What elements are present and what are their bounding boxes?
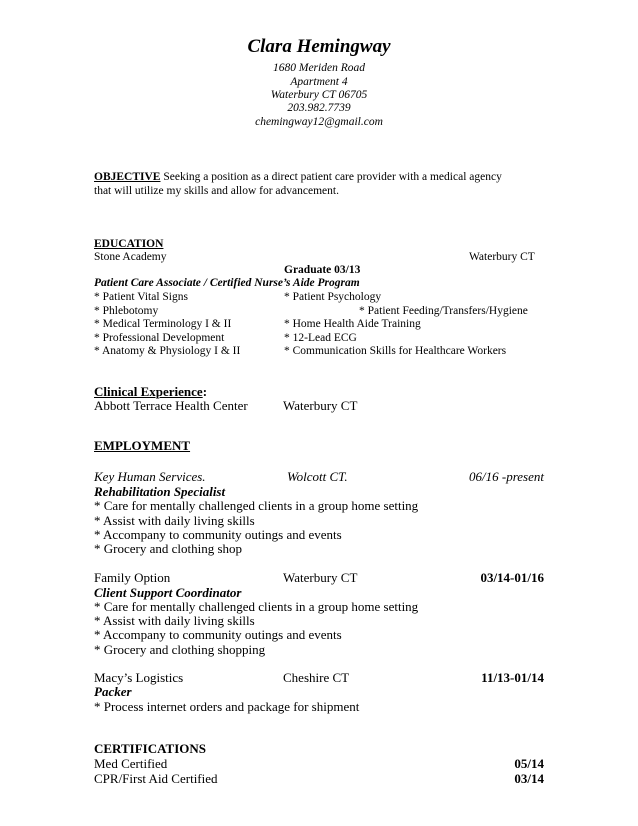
skill-item: * Home Health Aide Training bbox=[284, 318, 421, 330]
skill-item: * Medical Terminology I & II bbox=[94, 318, 232, 330]
certification-name: Med Certified bbox=[94, 756, 168, 771]
job-location: Cheshire CT bbox=[283, 670, 350, 685]
job-duty: * Assist with daily living skills bbox=[94, 513, 255, 528]
job-duty: * Process internet orders and package for shipment bbox=[94, 699, 360, 714]
school-location: Waterbury CT bbox=[469, 251, 535, 263]
job-dates: 03/14-01/16 bbox=[480, 570, 544, 585]
job-duty: * Care for mentally challenged clients in a group home setting bbox=[94, 599, 419, 614]
job-duty: * Assist with daily living skills bbox=[94, 613, 255, 628]
job-duty: * Care for mentally challenged clients in a group home setting bbox=[94, 498, 419, 513]
job-company: Key Human Services. bbox=[94, 469, 206, 484]
program-name: Patient Care Associate / Certified Nurse’s Aide Program bbox=[94, 277, 360, 289]
clinical-heading-line bbox=[94, 384, 207, 399]
certification-name: CPR/First Aid Certified bbox=[94, 771, 218, 786]
job-title: Rehabilitation Specialist bbox=[94, 484, 226, 499]
certification-date: 03/14 bbox=[514, 771, 544, 786]
job-duty: * Accompany to community outings and events bbox=[94, 527, 342, 542]
objective-line-2: that will utilize my skills and allow for advancement. bbox=[94, 185, 339, 197]
job-duty: * Grocery and clothing shop bbox=[94, 541, 243, 556]
certification-date: 05/14 bbox=[514, 756, 544, 771]
objective-line-1 bbox=[94, 171, 502, 184]
job-title: Packer bbox=[94, 684, 132, 699]
address-line-2: Apartment 4 bbox=[290, 76, 348, 88]
clinical-heading: Clinical Experience bbox=[94, 384, 203, 399]
job-dates: 11/13-01/14 bbox=[481, 670, 544, 685]
graduate-date: Graduate 03/13 bbox=[284, 264, 361, 276]
job-duty: * Accompany to community outings and events bbox=[94, 627, 342, 642]
email: chemingway12@gmail.com bbox=[255, 116, 383, 128]
job-company: Macy’s Logistics bbox=[94, 670, 184, 685]
clinical-heading-colon: : bbox=[202, 384, 208, 399]
clinical-place: Abbott Terrace Health Center bbox=[94, 398, 248, 413]
education-heading: EDUCATION bbox=[94, 238, 164, 250]
candidate-name: Clara Hemingway bbox=[247, 36, 391, 57]
skill-item: * Communication Skills for Healthcare Workers bbox=[284, 345, 507, 357]
skill-item: * Phlebotomy bbox=[94, 305, 159, 317]
job-duty: * Grocery and clothing shopping bbox=[94, 642, 266, 657]
job-company: Family Option bbox=[94, 570, 171, 585]
skill-item: * Patient Feeding/Transfers/Hygiene bbox=[359, 305, 528, 317]
skill-item: * Patient Vital Signs bbox=[94, 291, 188, 303]
objective-heading: OBJECTIVE bbox=[94, 171, 161, 183]
objective-text-1: Seeking a position as a direct patient care provider with a medical agency bbox=[163, 171, 502, 183]
certifications-heading: CERTIFICATIONS bbox=[94, 741, 206, 756]
skill-item: * Anatomy & Physiology I & II bbox=[94, 345, 241, 357]
employment-heading: EMPLOYMENT bbox=[94, 438, 191, 453]
phone: 203.982.7739 bbox=[287, 102, 351, 114]
address-city: Waterbury CT 06705 bbox=[270, 89, 368, 101]
job-location: Waterbury CT bbox=[283, 570, 358, 585]
job-dates: 06/16 -present bbox=[469, 469, 544, 484]
job-location: Wolcott CT. bbox=[287, 469, 348, 484]
clinical-location: Waterbury CT bbox=[283, 398, 358, 413]
skill-item: * Professional Development bbox=[94, 332, 225, 344]
skill-item: * Patient Psychology bbox=[284, 291, 382, 303]
job-title: Client Support Coordinator bbox=[94, 585, 242, 600]
school-name: Stone Academy bbox=[94, 251, 167, 263]
address-line-1: 1680 Meriden Road bbox=[273, 62, 365, 74]
skill-item: * 12-Lead ECG bbox=[284, 332, 357, 344]
